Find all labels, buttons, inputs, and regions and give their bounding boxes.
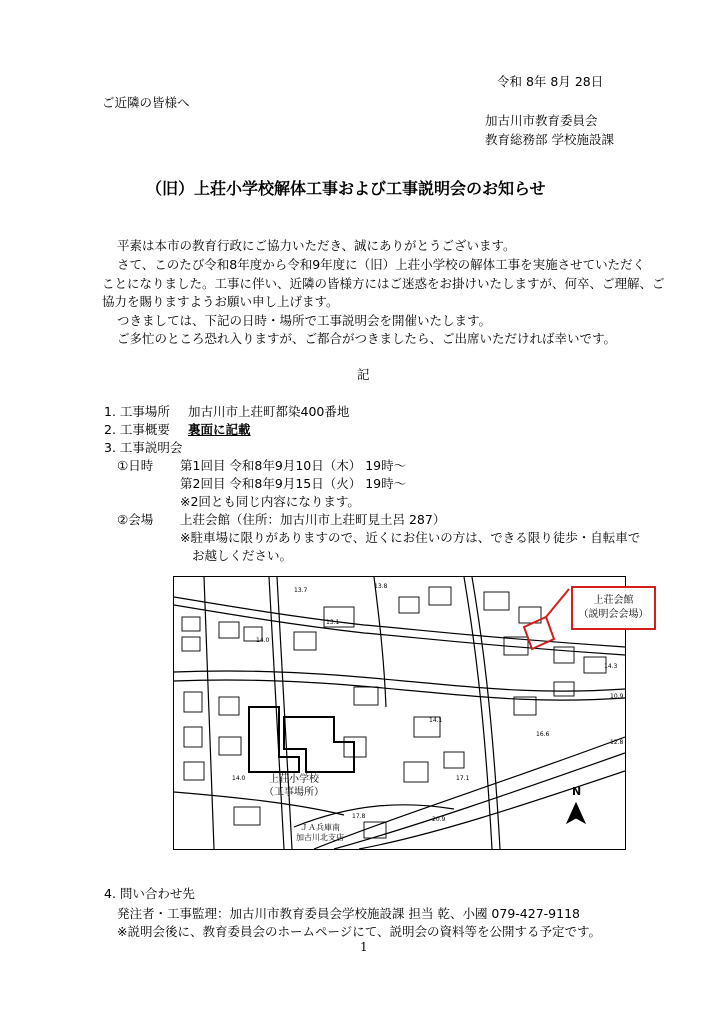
item-overview-value: 裏面に記載 (188, 422, 251, 437)
parking-note-2: お越しください。 (192, 548, 293, 563)
page-number: 1 (360, 940, 368, 954)
venue-callout (571, 586, 656, 630)
document-date: 令和 8年 8月 28日 (497, 74, 604, 89)
venue-value: 上荘会館（住所：加古川市上荘町見土呂 287） (180, 512, 446, 527)
item-meeting-label: 3. 工事説明会 (104, 440, 183, 455)
road-main (174, 671, 625, 691)
recipient: ご近隣の皆様へ (102, 95, 190, 110)
elev-10: 16.6 (536, 731, 550, 738)
body-line-6: ご多忙のところ恐れ入りますが、ご都合がつきましたら、ご出席いただければ幸いです。 (117, 331, 617, 346)
elev-1: 13.8 (374, 583, 388, 590)
elev-4: 14.0 (256, 637, 270, 644)
north-label: N (572, 785, 582, 798)
ja-label-line1: ＪＡ兵庫南 (300, 823, 340, 832)
venue-callout-line1: 上荘会館 (593, 595, 634, 606)
body-line-3: ことになりました。工事に伴い、近隣の皆様方にはご迷惑をお掛けいたしますが、何卒、ご理解、ご (102, 276, 665, 291)
sender-dept: 教育総務部 学校施設課 (485, 132, 614, 147)
contact-label: 4. 問い合わせ先 (104, 886, 195, 901)
elev-7: 17.1 (456, 775, 470, 782)
school-label (264, 773, 324, 799)
elev-9: 20.9 (432, 816, 446, 823)
venue-callout-line2: （説明会会場） (578, 609, 649, 620)
venue-label: ②会場 (117, 512, 154, 527)
school-label-line2: （工事場所） (264, 787, 324, 798)
map-drawing (174, 577, 625, 849)
location-map (173, 576, 626, 850)
item-site-label: 1. 工事場所 (104, 404, 170, 419)
elev-6: 14.0 (232, 775, 246, 782)
elev-3: 13.1 (326, 619, 340, 626)
elev-2: 13.7 (294, 587, 308, 594)
venue-highlight (524, 617, 554, 649)
north-arrow (567, 803, 585, 823)
elev-13: 14.3 (604, 663, 618, 670)
body-line-2: さて、このたび令和8年度から令和9年度に（旧）上荘小学校の解体工事を実施させていただく (117, 257, 646, 272)
parking-note-1: ※駐車場に限りがありますので、近くにお住いの方は、できる限り徒歩・自転車で (180, 530, 641, 545)
elev-8: 17.8 (352, 813, 366, 820)
item-overview-label: 2. 工事概要 (104, 422, 170, 437)
sender-org: 加古川市教育委員会 (485, 113, 598, 128)
same-content-note: ※2回とも同じ内容になります。 (180, 494, 360, 509)
ja-label (296, 823, 344, 843)
item-site-value: 加古川市上荘町都染400番地 (188, 404, 350, 419)
datetime-label: ①日時 (117, 458, 154, 473)
ja-label-line2: 加古川北支店 (296, 833, 344, 842)
elev-11: 12.8 (610, 739, 624, 746)
body-line-1: 平素は本市の教育行政にご協力いただき、誠にありがとうございます。 (117, 238, 516, 253)
elev-5: 14.1 (429, 717, 443, 724)
session-1: 第1回目 令和8年9月10日（木） 19時～ (180, 458, 407, 473)
session-2: 第2回目 令和8年9月15日（火） 19時～ (180, 476, 407, 491)
body-line-5: つきましては、下記の日時・場所で工事説明会を開催いたします。 (117, 313, 492, 328)
contact-note: ※説明会後に、教育委員会のホームページにて、説明会の資料等を公開する予定です。 (117, 924, 601, 939)
school-label-line1: 上荘小学校 (269, 774, 319, 785)
elev-12: 10.9 (610, 693, 624, 700)
body-line-4: 協力を賜りますようお願い申し上げます。 (102, 294, 339, 309)
school-building-2 (284, 717, 354, 772)
contact-value: 発注者・工事監理：加古川市教育委員会学校施設課 担当 乾、小國 079-427-9118 (117, 906, 580, 921)
ki-heading: 記 (357, 367, 370, 382)
document-title: （旧）上荘小学校解体工事および工事説明会のお知らせ (146, 179, 546, 198)
